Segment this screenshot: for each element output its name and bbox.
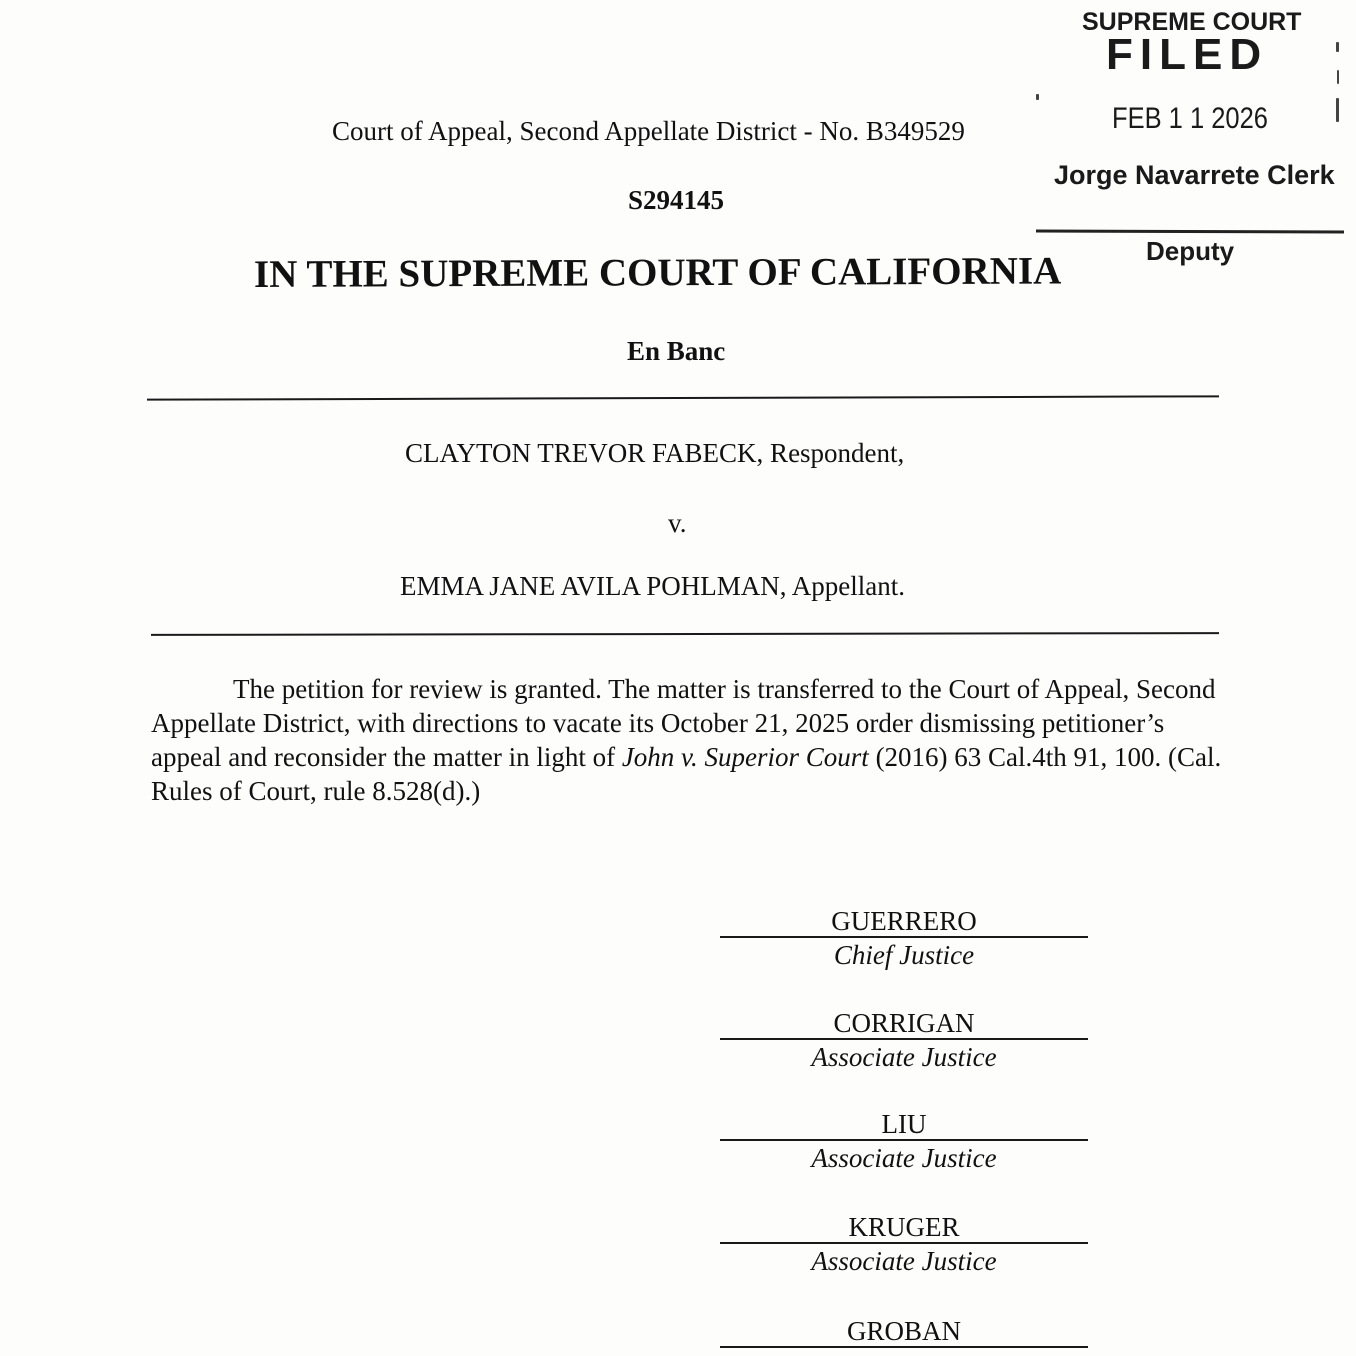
justice-title: Chief Justice bbox=[833, 940, 975, 970]
docket-number: S294145 bbox=[628, 185, 725, 215]
stamp-speck bbox=[1336, 42, 1339, 52]
stamp-court: SUPREME COURT bbox=[1082, 8, 1302, 36]
stamp-date: FEB 1 1 2026 bbox=[1112, 102, 1268, 135]
signature-block bbox=[720, 1316, 1088, 1348]
respondent-name: CLAYTON TREVOR FABECK, Respondent, bbox=[405, 438, 905, 468]
case-citation: John v. Superior Court bbox=[621, 742, 869, 772]
order-text-part1: The petition for review is granted. The matter is transferred to the Court of Appeal, Second Appellate District, with directions to vacate its October 21, 2025 order dismissing petitioner’s appeal and reconsider the matter in light of bbox=[151, 674, 1216, 772]
order-text-part2: (2016) 63 Cal.4th 91, 100. (Cal. Rules of Court, rule 8.528(d).) bbox=[151, 742, 1222, 806]
stamp-speck bbox=[1337, 70, 1339, 84]
lower-court-case: Court of Appeal, Second Appellate District - No. B349529 bbox=[332, 116, 965, 146]
signature-block bbox=[720, 906, 1088, 972]
filed-stamp bbox=[1036, 0, 1346, 270]
stamp-speck bbox=[1036, 94, 1039, 100]
versus-label: v. bbox=[668, 508, 687, 538]
stamp-clerk: Jorge Navarrete Clerk bbox=[1054, 160, 1335, 190]
justice-name: GUERRERO bbox=[720, 906, 1088, 938]
signature-block bbox=[720, 1109, 1088, 1175]
stamp-rule bbox=[1036, 229, 1344, 233]
divider-bottom bbox=[151, 632, 1219, 636]
justice-title: Associate Justice bbox=[811, 1246, 997, 1276]
stamp-status: FILED bbox=[1106, 30, 1269, 79]
justice-name: KRUGER bbox=[720, 1212, 1088, 1244]
panel-label: En Banc bbox=[627, 336, 726, 366]
appellant-name: EMMA JANE AVILA POHLMAN, Appellant. bbox=[400, 571, 906, 601]
stamp-deputy: Deputy bbox=[1146, 236, 1235, 266]
justice-name: LIU bbox=[720, 1109, 1088, 1141]
stamp-speck bbox=[1336, 98, 1339, 122]
court-title: IN THE SUPREME COURT OF CALIFORNIA bbox=[253, 249, 1062, 296]
justice-title: Associate Justice bbox=[811, 1042, 997, 1072]
order-text bbox=[151, 672, 1231, 808]
signature-block bbox=[720, 1212, 1088, 1278]
signature-block bbox=[720, 1008, 1088, 1074]
divider-top bbox=[147, 395, 1219, 400]
justice-name: CORRIGAN bbox=[720, 1008, 1088, 1040]
justice-name: GROBAN bbox=[720, 1316, 1088, 1348]
justice-title: Associate Justice bbox=[811, 1143, 997, 1173]
